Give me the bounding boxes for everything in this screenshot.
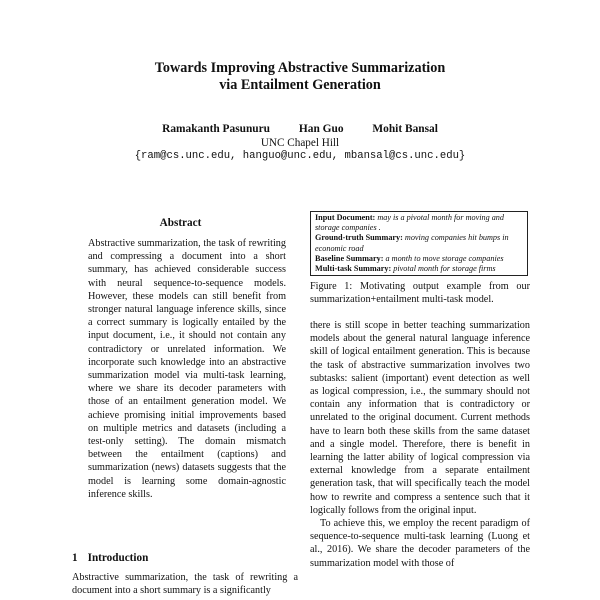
figure-row-input: [315, 213, 523, 233]
figure-row-ground-truth: [315, 233, 523, 253]
title-line-2: via Entailment Generation: [219, 77, 381, 93]
figure-1-caption: Figure 1: Motivating output example from our summarization+entailment multi-task model.: [310, 281, 530, 306]
paragraph: To achieve this, we employ the recent paradigm of sequence-to-sequence multi-task learning (Luong et al., 2016). We share the decoder parameters of the summarization model with those of: [310, 518, 530, 569]
affiliation: UNC Chapel Hill: [260, 137, 340, 149]
author-emails: {ram@cs.unc.edu, hanguo@unc.edu, mbansal@cs.unc.edu}: [134, 150, 466, 162]
figure-row-value: a month to move storage companies: [385, 253, 504, 263]
title-line-1: Towards Improving Abstractive Summarization: [154, 60, 446, 76]
abstract-text: Abstractive summarization, the task of rewriting and compressing a document into a short summary, has achieved considerable success with neural sequence-to-sequence models. However, these models can still benefit from stronger natural language inference skills, since a correct summary is logically entailed by the input document, i.e., it should not contain any contradictory or unrelated information. We incorporate such knowledge into an abstractive summarization model via multi-task learning, where we share its decoder parameters with those of an entailment generation model. We achieve promising initial improvements based on multiple metrics and datasets (including a test-only setting). The domain mismatch between the entailment (captions) and summarization (news) datasets suggests that the model is learning some domain-agnostic inference skills.: [88, 238, 286, 500]
abstract-heading: Abstract: [159, 217, 202, 229]
figure-row-label: Baseline Summary:: [315, 253, 384, 263]
author-name: Ramakanth Pasunuru: [162, 123, 271, 135]
figure-row-label: Input Document:: [315, 213, 376, 222]
paper-title: [0, 60, 600, 94]
right-column-text: [310, 319, 530, 570]
figure-row-baseline: [315, 254, 523, 264]
author-name: Mohit Bansal: [372, 123, 438, 135]
abstract-body: [88, 237, 286, 501]
section-heading-introduction: [72, 551, 292, 565]
figure-row-label: Ground-truth Summary:: [315, 233, 403, 243]
figure-row-value: may is a pivotal month for moving and storage companies .: [315, 213, 504, 233]
author-list: [0, 122, 600, 136]
figure-row-value: moving companies hit bumps in economic road: [315, 233, 509, 253]
figure-1-example-box: [310, 211, 528, 276]
introduction-text-col1: [72, 571, 298, 597]
intro-paragraph: Abstractive summarization, the task of rewriting a document into a short summary is a significantly: [72, 572, 298, 597]
figure-row-value: pivotal month for storage firms: [393, 264, 496, 274]
paragraph: there is still scope in better teaching summarization models about the general natural language inference skill of logical entailment generation. This is because the task of abstractive summarization involves two subtasks: salient (important) event detection as well as logical compression, i.e., the summary should not contain any information that is contradictory or unrelated to the original document. Current methods have to learn both these skills from the same dataset and a single model. Therefore, there is benefit in learning the latter ability of logical compression via external knowledge from a separate entailment generation task, that will specifically teach the model how to rewrite and compress a sentence such that it logically follows from the original input.: [310, 320, 530, 516]
section-number: 1: [72, 552, 78, 564]
section-title: Introduction: [87, 552, 149, 564]
figure-row-multitask: [315, 264, 523, 274]
figure-row-label: Multi-task Summary:: [315, 264, 392, 274]
author-name: Han Guo: [298, 123, 344, 135]
